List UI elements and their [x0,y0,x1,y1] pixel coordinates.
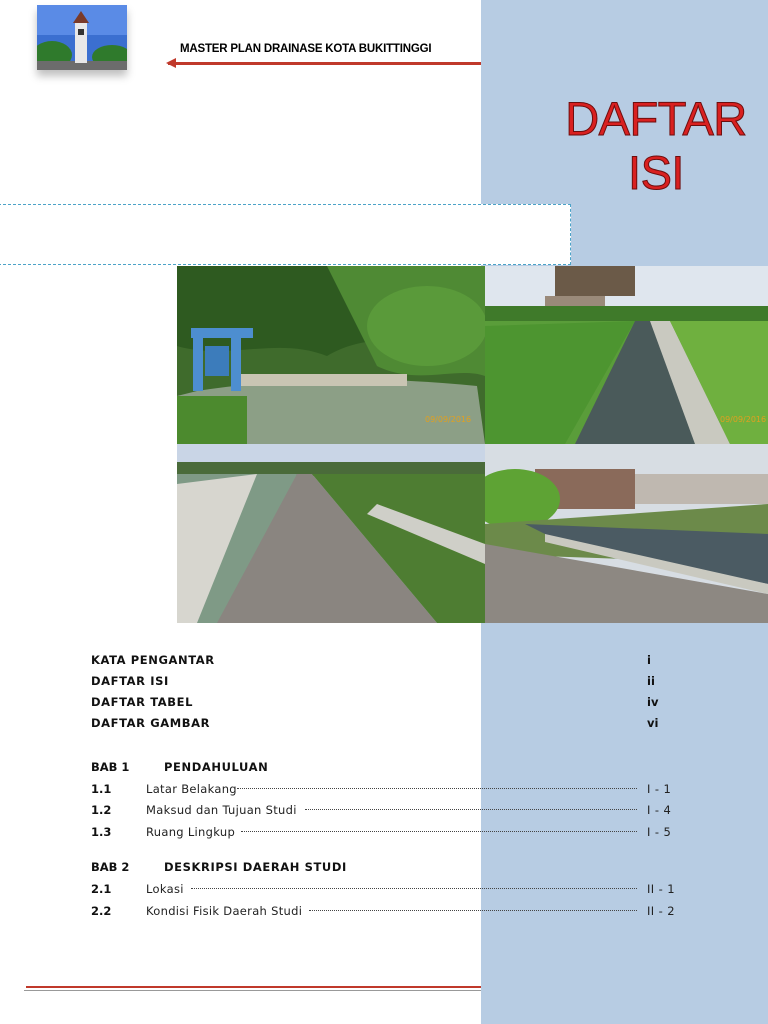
photo-road-rice-field-icon [177,444,485,623]
toc-front-page: iv [647,695,659,709]
footer-rule-shadow [24,990,481,991]
city-logo-icon [37,5,127,70]
toc-section-title: Lokasi [146,882,184,896]
page-heading-line2: ISI [628,146,684,199]
toc-section-title: Kondisi Fisik Daerah Studi [146,904,303,918]
toc-section-page: I - 5 [647,825,672,839]
header-underline [168,62,481,65]
toc-dot-leader [241,831,637,832]
toc-front-label: DAFTAR ISI [91,674,169,688]
page-heading [545,92,767,200]
toc-front-page: i [647,653,651,667]
document-header-title: MASTER PLAN DRAINASE KOTA BUKITTINGGI [180,43,432,55]
toc-front-label: KATA PENGANTAR [91,653,215,667]
toc-dot-leader [309,910,637,911]
toc-section-title: Latar Belakang [146,782,237,796]
dashed-banner [0,204,571,265]
toc-section-page: I - 4 [647,803,672,817]
toc-section-number: 1.3 [91,825,112,839]
toc-chapter-number: BAB 1 [91,760,130,774]
footer-rule [26,986,481,988]
toc-chapter-title: DESKRIPSI DAERAH STUDI [164,860,347,874]
toc-dot-leader [305,809,637,810]
toc-section-page: I - 1 [647,782,672,796]
toc-section-number: 1.2 [91,803,112,817]
photo-collage [177,266,768,623]
photo-stamp: 09/09/2016 [425,415,472,424]
toc-section-title: Ruang Lingkup [146,825,236,839]
toc-dot-leader [237,788,637,789]
toc-dot-leader [191,888,637,889]
toc-front-label: DAFTAR TABEL [91,695,194,709]
toc-chapter-number: BAB 2 [91,860,130,874]
toc-front-page: vi [647,716,659,730]
photo-irrigation-canal-icon [485,266,768,444]
toc-section-number: 1.1 [91,782,112,796]
photo-stamp: 09/09/2016 [720,415,767,424]
toc-section-page: II - 1 [647,882,675,896]
toc-front-label: DAFTAR GAMBAR [91,716,211,730]
toc-section-number: 2.1 [91,882,112,896]
photo-weir-pond-icon [177,266,485,444]
photo-roadside-drain-icon [485,444,768,623]
toc-section-number: 2.2 [91,904,112,918]
toc-section-page: II - 2 [647,904,675,918]
toc-front-page: ii [647,674,655,688]
page-heading-line1: DAFTAR [565,92,747,145]
toc-section-title: Maksud dan Tujuan Studi [146,803,297,817]
toc-chapter-title: PENDAHULUAN [164,760,269,774]
